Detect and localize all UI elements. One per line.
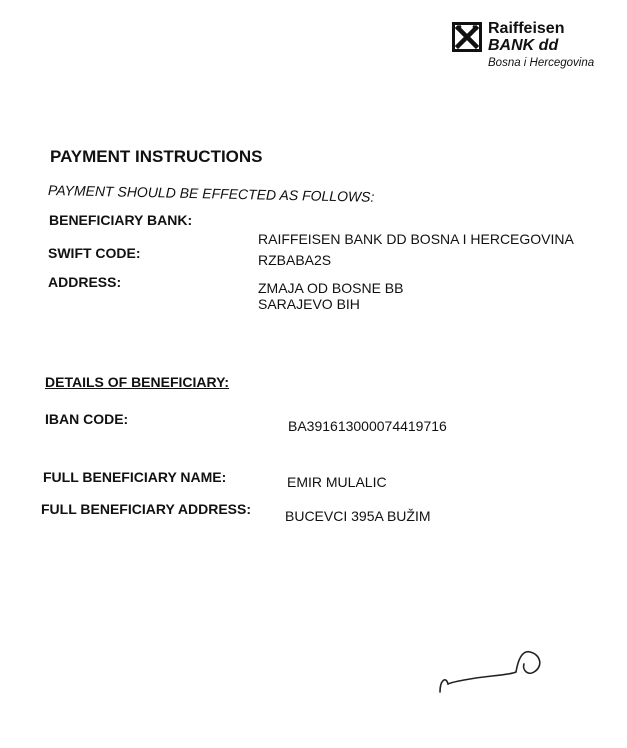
swift-value: RZBABA2S (258, 252, 332, 268)
beneficiary-bank-value: RAIFFEISEN BANK DD BOSNA I HERCEGOVINA (258, 231, 574, 247)
logo-name: Raiffeisen (488, 20, 565, 37)
raiffeisen-cross-icon (452, 22, 482, 52)
logo-location: Bosna i Hercegovina (488, 57, 595, 69)
intro-text: PAYMENT SHOULD BE EFFECTED AS FOLLOWS: (47, 182, 375, 205)
address-line-1: ZMAJA OD BOSNE BB (258, 280, 404, 296)
address-label: ADDRESS: (48, 274, 122, 290)
beneficiary-address-value: BUCEVCI 395A BUŽIM (285, 508, 431, 524)
iban-value: BA391613000074419716 (288, 418, 447, 434)
logo-subname: BANK dd (488, 37, 559, 54)
address-line-2: SARAJEVO BIH (258, 296, 360, 312)
beneficiary-address-label: FULL BENEFICIARY ADDRESS: (41, 501, 252, 517)
raiffeisen-logo (452, 20, 612, 75)
beneficiary-name-label: FULL BENEFICIARY NAME: (43, 469, 227, 485)
iban-label: IBAN CODE: (45, 411, 129, 427)
page-title: PAYMENT INSTRUCTIONS (50, 147, 263, 166)
beneficiary-details-heading: DETAILS OF BENEFICIARY: (45, 374, 230, 390)
beneficiary-bank-label: BENEFICIARY BANK: (49, 212, 193, 228)
swift-label: SWIFT CODE: (48, 245, 141, 261)
handwritten-signature (432, 640, 552, 705)
beneficiary-name-value: EMIR MULALIC (287, 474, 387, 490)
